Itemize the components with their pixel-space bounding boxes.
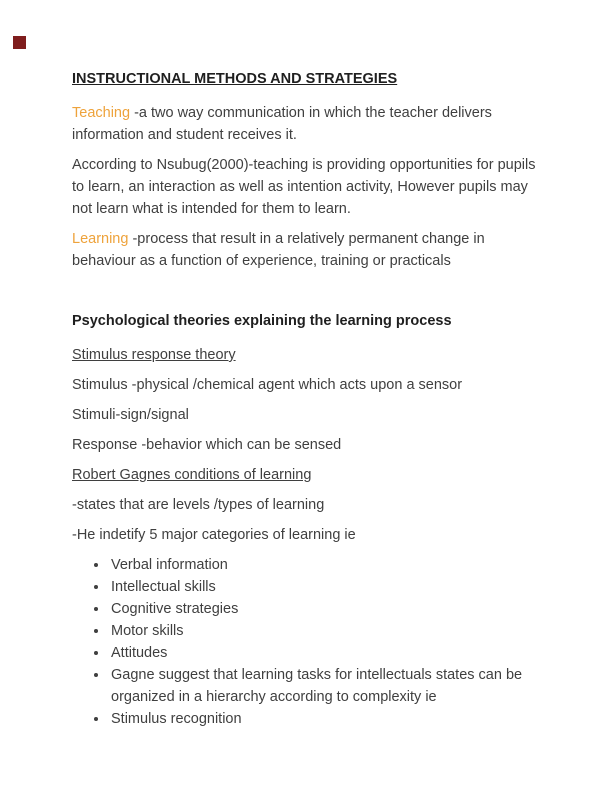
response-definition: Response -behavior which can be sensed — [72, 437, 342, 453]
nsubug-paragraph: According to Nsubug(2000)-teaching is providing opportunities for pupils to learn, an interaction as well as intention activity, However pupils may not learn what is intended for them to learn. — [72, 157, 536, 217]
learning-term: Learning — [72, 231, 129, 247]
list-item-intellectual-skills: • Intellectual skills — [109, 576, 542, 598]
list-item-verbal-information: • Verbal information — [109, 554, 542, 576]
teaching-term: Teaching — [72, 105, 131, 121]
list-item-attitudes: • Attitudes — [109, 642, 542, 664]
teaching-definition-text: -a two way communication in which the teacher delivers information and student receives it. — [72, 105, 492, 143]
section-heading-psychological-theories: Psychological theories explaining the learning process — [72, 313, 452, 329]
gagne-statement-categories: -He indetify 5 major categories of learning ie — [72, 527, 356, 543]
list-item-cognitive-strategies: • Cognitive strategies — [109, 598, 542, 620]
list-item-gagne-hierarchy: • Gagne suggest that learning tasks for intellectuals states can be organized in a hierarchy according to complexity ie — [109, 664, 542, 708]
document-title: INSTRUCTIONAL METHODS AND STRATEGIES — [72, 71, 398, 87]
learning-definition-paragraph — [72, 228, 542, 272]
list-item-stimulus-recognition: • Stimulus recognition — [109, 708, 542, 730]
teaching-definition-paragraph — [72, 102, 542, 146]
subheading-gagne-conditions: Robert Gagnes conditions of learning — [72, 467, 312, 483]
learning-categories-list — [109, 554, 542, 730]
page-corner-marker — [13, 36, 26, 49]
subheading-stimulus-response-theory: Stimulus response theory — [72, 347, 236, 363]
stimuli-definition: Stimuli-sign/signal — [72, 407, 189, 423]
stimulus-definition: Stimulus -physical /chemical agent which acts upon a sensor — [72, 377, 463, 393]
list-item-motor-skills: • Motor skills — [109, 620, 542, 642]
learning-definition-text: -process that result in a relatively permanent change in behaviour as a function of experience, training or practicals — [72, 231, 485, 269]
gagne-statement-levels: -states that are levels /types of learning — [72, 497, 325, 513]
